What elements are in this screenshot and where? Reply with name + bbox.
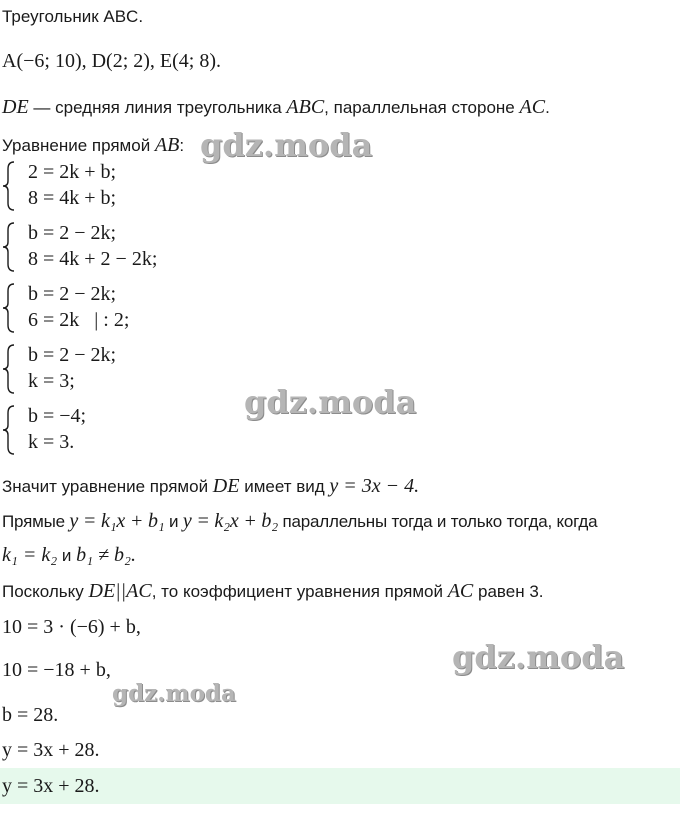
calc-step-2: 10 = −18 + b, <box>2 659 111 681</box>
ac-coefficient-statement <box>2 578 544 605</box>
system-2-eq-2: 8 = 4k + 2 − 2k; <box>28 248 158 270</box>
brace-icon <box>2 344 16 394</box>
since-text-3: равен 3. <box>473 582 544 601</box>
system-4-eq-1: b = 2 − 2k; <box>28 344 117 366</box>
parallel-cond-1: k₁ = k₂ <box>2 544 58 566</box>
watermark-logo: gdz.moda <box>112 680 236 707</box>
midline-text-2: , параллельная стороне <box>324 98 520 117</box>
ab-equation-heading <box>2 132 184 159</box>
parallel-cond-2: b₁ ≠ b₂. <box>76 544 136 566</box>
parallel-text-1: Прямые <box>2 512 70 531</box>
system-4-eq-2: k = 3; <box>28 370 75 392</box>
triangle-math: ABC <box>286 96 325 118</box>
system-5 <box>2 403 242 457</box>
since-math-2: AC <box>447 580 474 602</box>
watermark-logo: gdz.moda <box>200 126 373 164</box>
answer-box <box>0 768 680 804</box>
system-2-eq-1: b = 2 − 2k; <box>28 222 117 244</box>
ab-heading-end: : <box>179 136 185 155</box>
system-3 <box>2 281 242 335</box>
side-math: AC <box>519 96 546 118</box>
points-coordinates: A(−6; 10), D(2; 2), E(4; 8). <box>2 50 222 72</box>
parallel-line-1: y = k₁x + b₁ <box>69 510 165 532</box>
system-3-eq-2: 6 = 2k | : 2; <box>28 309 130 331</box>
brace-icon <box>2 283 16 333</box>
midline-end: . <box>545 98 550 117</box>
parallel-line-2: y = k₂x + b₂ <box>182 510 278 532</box>
system-5-eq-2: k = 3. <box>28 431 75 453</box>
calc-step-3: b = 28. <box>2 704 59 726</box>
since-text-2: , то коэффициент уравнения прямой <box>151 582 448 601</box>
de-conclusion <box>2 473 419 500</box>
calc-step-1: 10 = 3 · (−6) + b, <box>2 616 141 638</box>
de-equation: y = 3x − 4. <box>329 475 420 497</box>
parallel-rule <box>2 508 597 535</box>
de-conclusion-text-2: имеет вид <box>239 477 330 496</box>
system-1-eq-1: 2 = 2k + b; <box>28 161 117 183</box>
system-1 <box>2 159 242 213</box>
final-answer: y = 3x + 28. <box>2 775 100 797</box>
watermark-logo: gdz.moda <box>452 638 625 676</box>
system-4 <box>2 342 242 396</box>
system-2 <box>2 220 242 274</box>
watermark-logo: gdz.moda <box>244 383 417 421</box>
triangle-heading: Треугольник ABC. <box>2 7 144 26</box>
midline-text: — средняя линия треугольника <box>28 98 287 117</box>
ab-heading-text: Уравнение прямой <box>2 136 155 155</box>
system-1-eq-2: 8 = 4k + b; <box>28 187 117 209</box>
parallel-text-3: параллельны тогда и только тогда, когда <box>278 512 598 531</box>
de-conclusion-text: Значит уравнение прямой <box>2 477 213 496</box>
midline-statement <box>2 94 550 121</box>
parallel-cond-text: и <box>57 546 77 565</box>
brace-icon <box>2 405 16 455</box>
system-3-eq-1: b = 2 − 2k; <box>28 283 117 305</box>
brace-icon <box>2 161 16 211</box>
brace-icon <box>2 222 16 272</box>
parallel-condition <box>2 542 136 569</box>
since-text-1: Поскольку <box>2 582 89 601</box>
ab-heading-math: AB <box>154 134 180 156</box>
de-conclusion-math: DE <box>212 475 240 497</box>
system-5-eq-1: b = −4; <box>28 405 87 427</box>
parallel-text-2: и <box>164 512 183 531</box>
midline-math: DE <box>2 96 29 118</box>
since-math-1: DE||AC <box>88 580 152 602</box>
calc-step-4: y = 3x + 28. <box>2 739 100 761</box>
